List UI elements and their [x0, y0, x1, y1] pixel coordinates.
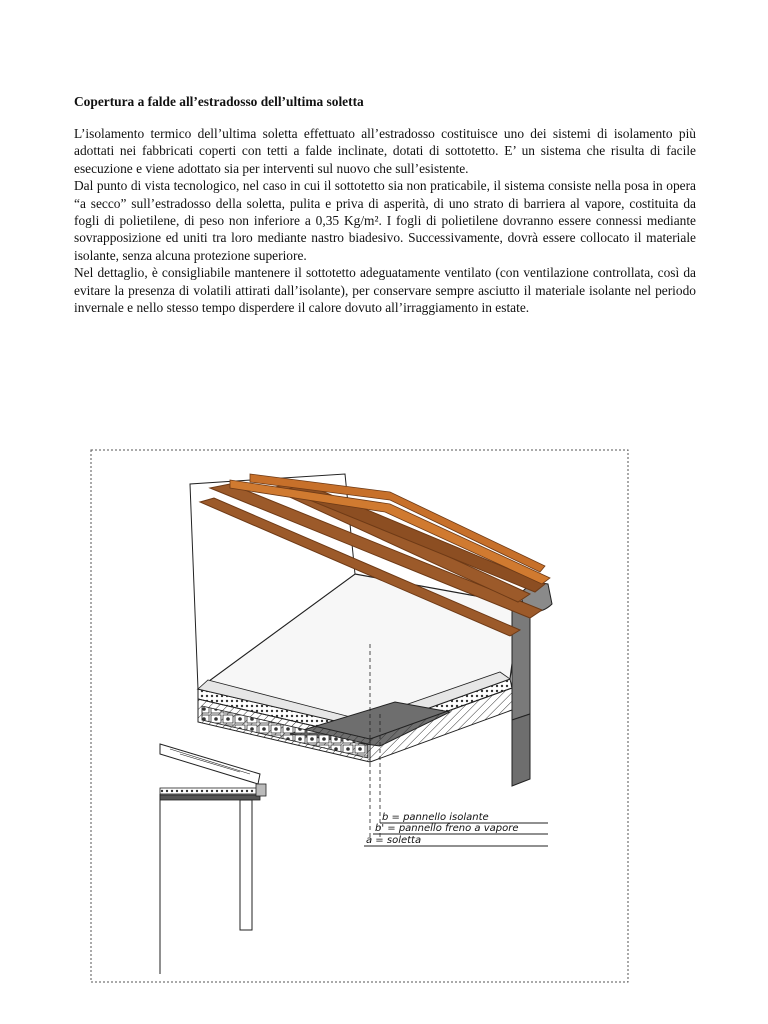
paragraph: Dal punto di vista tecnologico, nel caso in cui il sottotetto sia non praticabile, il sistema consiste nella posa in opera “a secco” sull’estradosso della soletta, pulita e priva di asperità, di uno strato di barriera al vapore, costituita da fogli di polietilene, di peso non inferiore a 0,35 Kg/m². I fogli di polietilene dovranno essere connessi mediante sovrapposizione ed uniti tra loro mediante nastro biadesivo. Successivamente, dovrà essere collocato il materiale isolante, senza alcuna protezione superiore. [74, 178, 696, 263]
legend-item-a: a = soletta [366, 835, 422, 846]
legend-item-b: b = pannello isolante [382, 812, 489, 823]
legend-item-b-prime: b' = pannello freno a vapore [375, 823, 519, 834]
roof-section-drawing [90, 444, 632, 984]
paragraph: L’isolamento termico dell’ultima soletta effettuato all’estradosso costituisce uno dei sistemi di isolamento più adottati nei fabbricati coperti con tetti a falde inclinate, dotati di sottotetto. E’ un sistema che risulta di facile esecuzione e viene adottato sia per interventi sul nuovo che sull’esistente. [74, 126, 696, 176]
body-text [74, 125, 696, 316]
roof-section-figure [90, 444, 632, 984]
small-section-detail [160, 744, 266, 974]
page-title: Copertura a falde all’estradosso dell’ultima soletta [74, 94, 364, 109]
wall-post [512, 714, 530, 786]
paragraph: Nel dettaglio, è consigliabile mantenere il sottotetto adeguatamente ventilato (con ventilazione controllata, così da evitare la presenza di volatili attirati dall’isolante), per conservare sempre asciutto il materiale isolante nel periodo invernale e nello stesso tempo disperdere il calore dovuto all’irraggiamento in estate. [74, 265, 696, 316]
